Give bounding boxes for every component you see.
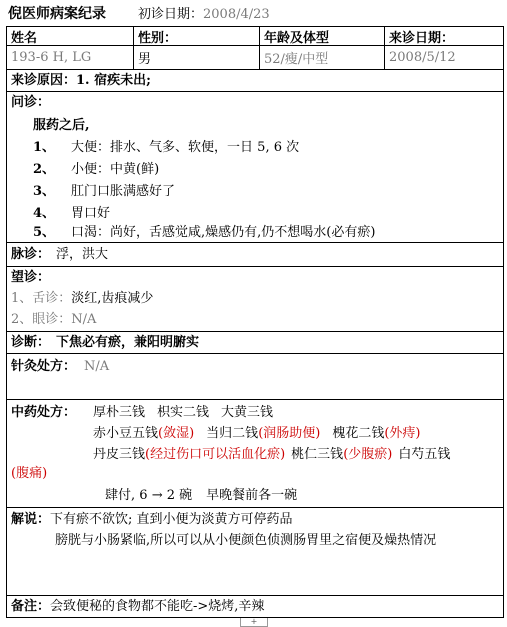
observation-label: 望诊： [11, 270, 51, 285]
herb-item: 槐花二钱 [332, 426, 385, 441]
gender-value: 男 [134, 46, 260, 69]
acupuncture-label: 针灸处方： [11, 359, 77, 374]
item-number: 4、 [33, 206, 56, 221]
diagnosis-label: 诊断： [11, 335, 51, 350]
tongue-text: 淡红,齿痕减少 [71, 291, 154, 306]
herb-note: (敛湿) [158, 426, 195, 441]
item-number: 2、 [33, 162, 56, 177]
first-visit-label: 初诊日期： [138, 7, 204, 22]
herb-item: 丹皮三钱 [93, 447, 146, 462]
herb-item: 当归二钱 [206, 426, 259, 441]
acupuncture-section [7, 354, 503, 400]
item-number: 1、 [33, 140, 56, 155]
name-value: 193-6 H, LG [7, 46, 134, 69]
notes-text: 会致便秘的食物都不能吃->烧烤,辛辣 [50, 599, 265, 614]
inquiry-label: 问诊： [11, 95, 51, 110]
herb-item: 厚朴三钱 [93, 405, 146, 420]
herbal-label: 中药处方： [11, 405, 77, 420]
dosage-count: 肆付, 6 [105, 488, 148, 503]
herb-note: (外痔) [384, 426, 421, 441]
inquiry-item [33, 182, 175, 202]
item-text: 大便：排水、气多、软便，一日 5, 6 次 [71, 140, 300, 155]
record-title: 倪医师病案纪录 [8, 6, 106, 22]
inquiry-item [33, 223, 375, 243]
inquiry-section [7, 92, 503, 243]
item-number: 3、 [33, 184, 56, 199]
herb-note: (经过伤口可以活血化瘀) [145, 447, 286, 462]
pulse-text: 浮，洪大 [56, 247, 109, 262]
age-value: 52/瘦/中型 [260, 46, 385, 69]
first-visit-date: 2008/4/23 [203, 7, 270, 22]
item-text: 肛门口胀满感好了 [71, 184, 176, 199]
herb-note: (少腹瘀) [343, 447, 393, 462]
inquiry-item [33, 204, 110, 224]
herbal-section [7, 400, 503, 508]
diagnosis-row [7, 332, 503, 354]
record-table [6, 26, 504, 618]
visit-date-header: 来诊日期： [389, 30, 455, 46]
inquiry-intro: 服药之后, [33, 118, 90, 133]
notes-row [7, 596, 503, 617]
record-header [8, 4, 270, 24]
inquiry-item [33, 138, 299, 158]
herb-item: 大黄三钱 [221, 405, 274, 420]
observation-section [7, 267, 503, 332]
table-add-row-marker[interactable]: + [240, 618, 268, 627]
acupuncture-text: N/A [84, 359, 110, 374]
info-value-row [7, 46, 503, 70]
explanation-line-2: 膀胱与小肠紧临,所以可以从小便颜色侦测肠胃里之宿便及燥热情况 [55, 533, 437, 548]
info-header-row [7, 27, 503, 46]
inquiry-item [33, 160, 159, 180]
name-header: 姓名 [7, 27, 134, 45]
chief-complaint-text: 1. 宿疾未出; [76, 73, 151, 88]
item-number: 5、 [33, 225, 56, 240]
explanation-section [7, 508, 503, 596]
diagnosis-text: 下焦必有瘀，兼阳明腑实 [56, 335, 200, 350]
item-text: 胃口好 [71, 206, 111, 221]
age-header: 年龄及体型 [260, 27, 385, 45]
tongue-label: 1、舌诊： [11, 291, 72, 306]
herb-item: 桃仁三钱 [291, 447, 344, 462]
item-text: 口渴：尚好，舌感觉咸,燥感仍有,仍不想喝水(必有瘀) [71, 225, 376, 240]
herb-item: 赤小豆五钱 [93, 426, 159, 441]
herb-item: 白芍五钱 [398, 447, 451, 462]
arrow-icon: → [151, 488, 163, 503]
eye-label: 2、眼诊： [11, 312, 72, 327]
explanation-line-1: 下有瘀不欲饮; 直到小便为淡黄方可停药品 [50, 512, 293, 527]
explanation-label: 解说： [11, 512, 51, 527]
dosage-schedule: 早晚餐前各一碗 [206, 488, 298, 503]
pulse-label: 脉诊： [11, 247, 51, 262]
pulse-row [7, 243, 503, 267]
chief-complaint-row [7, 70, 503, 92]
visit-date-value: 2008/5/12 [389, 50, 456, 65]
herb-note: (腹痛) [11, 466, 48, 481]
herb-item: 枳实二钱 [157, 405, 210, 420]
chief-complaint-label: 来诊原因： [11, 73, 77, 88]
dosage-water: 2 碗 [166, 488, 193, 503]
herb-note: (润肠助便) [258, 426, 321, 441]
gender-header: 性别： [134, 27, 260, 45]
notes-label: 备注： [11, 599, 51, 614]
item-text: 小便：中黄(鲜) [71, 162, 160, 177]
eye-text: N/A [71, 312, 97, 327]
